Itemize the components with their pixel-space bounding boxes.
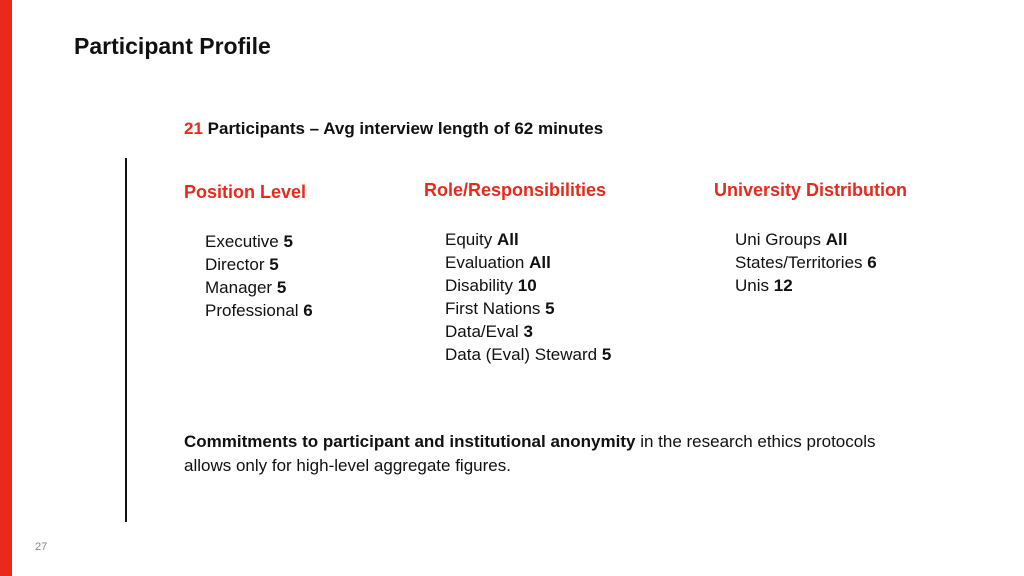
item-value: 5 [545,299,555,318]
item-value: 6 [867,253,877,272]
list-item [445,320,611,343]
participant-summary-text: Participants – Avg interview length of 62 minutes [202,119,604,138]
participant-summary [184,119,603,139]
anonymity-note-text: in the research ethics protocols allows only for high-level aggregate figures. [184,432,876,475]
list-item [735,274,877,297]
item-value: 5 [601,345,612,364]
item-value: 12 [773,276,793,295]
item-label: Manager [205,278,277,297]
item-value: All [496,230,519,249]
item-label: Director [205,255,270,274]
list-item [205,253,313,276]
role-responsibilities-heading: Role/Responsibilities [424,180,607,200]
position-level-list [205,230,313,322]
list-item [205,299,313,322]
position-level-column [184,181,313,320]
position-level-heading: Position Level [184,182,307,202]
list-item [205,276,313,299]
list-item [445,297,611,320]
page-title: Participant Profile [74,33,271,59]
university-distribution-list [735,228,877,297]
item-value: 3 [523,322,533,341]
list-item [445,228,611,251]
list-item [735,228,877,251]
list-item [445,343,611,366]
anonymity-note [184,430,904,478]
item-value: 6 [303,301,313,320]
list-item [205,230,313,253]
vertical-divider [125,158,127,522]
item-label: First Nations [445,299,546,318]
item-value: 5 [269,255,279,274]
university-distribution-heading: University Distribution [714,180,908,200]
item-label: Equity [445,230,497,249]
item-label: Unis [735,276,774,295]
list-item [445,251,611,274]
item-value: All [529,253,551,272]
item-value: 5 [283,232,293,251]
role-responsibilities-list [445,228,611,366]
item-label: States/Territories [735,253,868,272]
list-item [735,251,877,274]
item-label: Data/Eval [445,322,524,341]
item-label: Disability [445,276,518,295]
participant-count: 21 [184,119,203,138]
item-label: Uni Groups [735,230,826,249]
page-number: 27 [35,541,48,553]
list-item [445,274,611,297]
item-value: 5 [276,278,287,297]
role-responsibilities-column [424,180,612,364]
item-value: All [825,230,848,249]
university-distribution-column [714,180,908,295]
item-label: Executive [205,232,284,251]
item-label: Evaluation [445,253,530,272]
item-label: Professional [205,301,304,320]
anonymity-note-bold: Commitments to participant and institutional anonymity [184,432,636,451]
accent-bar [0,0,12,576]
item-value: 10 [517,276,537,295]
item-label: Data (Eval) Steward [445,345,602,364]
